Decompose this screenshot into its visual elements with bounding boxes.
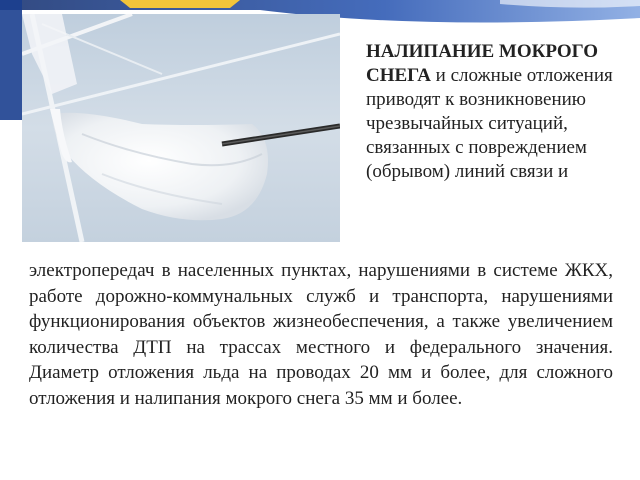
body-paragraph: электропередач в населенных пунктах, нарушениями в системе ЖКХ, работе дорожно-коммунальных служб и транспорта, нарушениями функционирования объектов жизнеобеспечения, а также увеличением количества ДТП на трассах местного и федерального значения. Диаметр отложения льда на проводах 20 мм и более, для сложного отложения и налипания мокрого снега 35 мм и более.: [29, 260, 613, 409]
iced-wire-illustration: [22, 14, 340, 242]
heading-rest: и сложные отложения приводят к возникновению чрезвычайных ситуаций, связанных с повреждением (обрывом) линий связи и: [366, 65, 613, 182]
heading-bold: НАЛИПАНИЕ МОКРОГО СНЕГА: [366, 41, 599, 86]
photo-iced-wire: [22, 14, 340, 242]
intro-paragraph: [366, 40, 628, 184]
